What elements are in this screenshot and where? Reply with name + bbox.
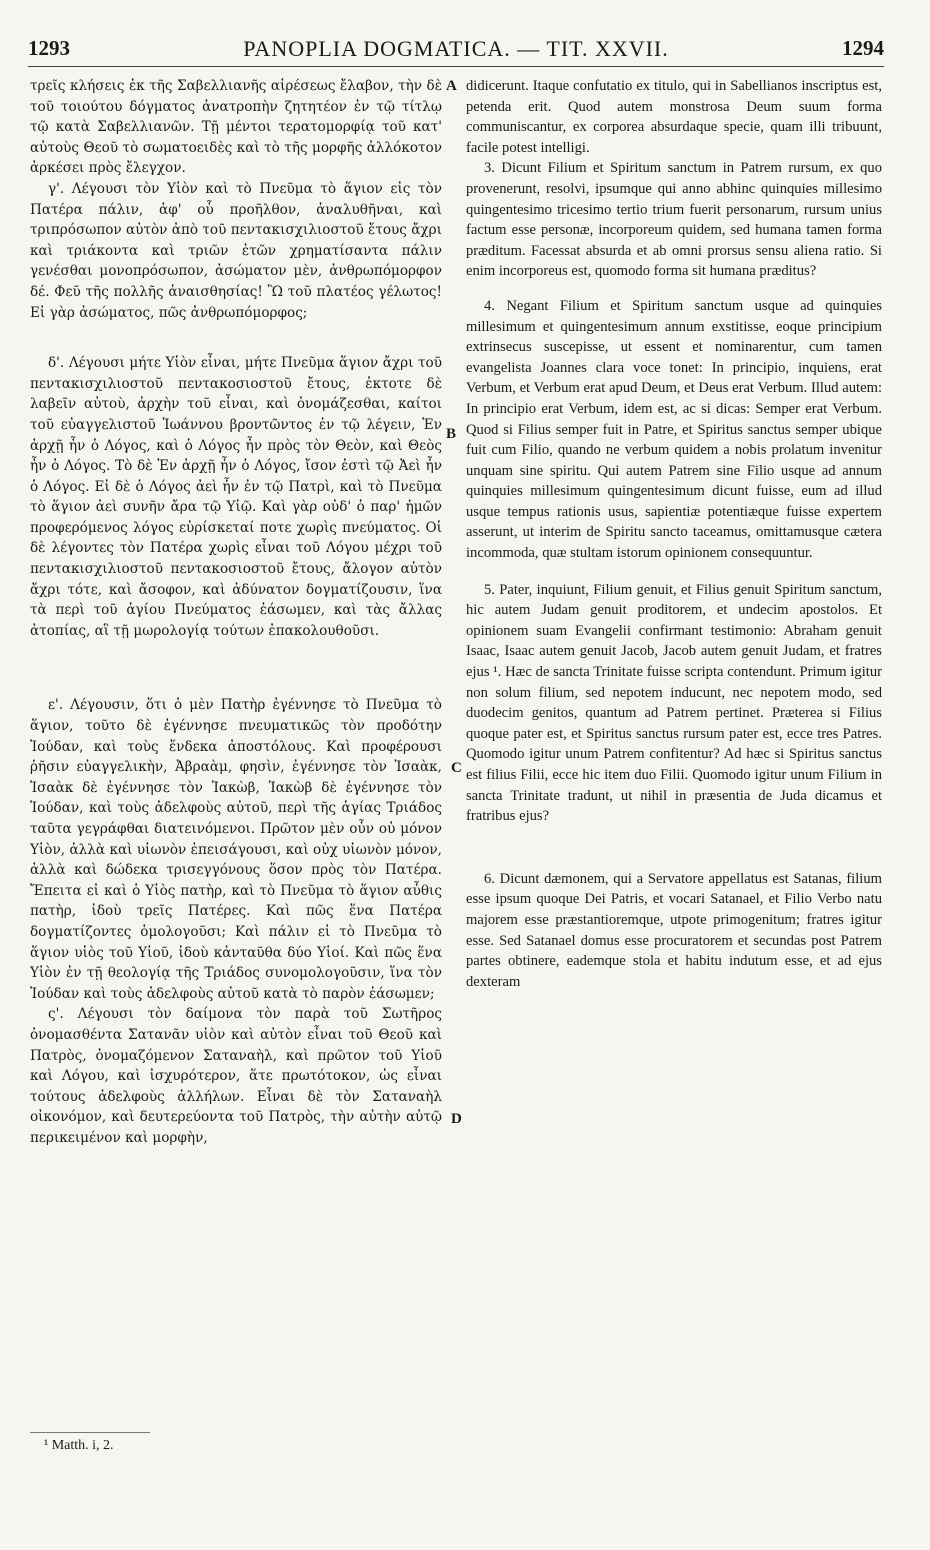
greek-column [30,76,442,1149]
page-number-right: 1294 [842,36,884,60]
latin-paragraph-intro: didicerunt. Itaque confutatio ex titulo, qui in Sabellianos inscriptus est, petenda erit. Quod autem monstrosa Deum suum forma communiscantur, ex corporea absurdaque specie, quam illi tribuunt, facile potest intelligi. [466,78,882,156]
margin-marker-a: A [446,78,457,94]
greek-paragraph-5: ε'. Λέγουσιν, ὅτι ὁ μὲν Πατὴρ ἐγέννησε τὸ Πνεῦμα τὸ ἅγιον, τοῦτο δὲ ἐγέννησε πνευματικῶς τὸν προδότην Ἰούδαν, καὶ τοὺς ἕνδεκα ἀποστόλους. Καὶ προφέρουσι ῥῆσιν εὐαγγελικὴν, Ἀβραὰμ, φησὶν, ἐγέννησε τὸν Ἰσαὰκ, Ἰσαὰκ δὲ ἐγέννησε τὸν Ἰακὼβ, Ἰακὼβ δὲ ἐγέννησε τὸν Ἰούδαν, καὶ τοὺς ἀδελφοὺς αὐτοῦ, περὶ τῆς ἁγίας Τριάδος ταῦτα γεγράφθαι διατεινόμενοι. Πρῶτον μὲν οὖν οὐ μόνον Υἱὸν, ἀλλὰ καὶ υἱωνὸν ἐπεισάγουσι, καὶ οὐχ υἱωνὸν μόνον, ἀλλὰ καὶ δώδεκα τρισεγγόνους ὅσον πρὸς τὸν Πατέρα. Ἔπειτα εἰ καὶ ὁ Υἱὸς πατὴρ, καὶ τὸ Πνεῦμα τὸ ἅγιον αὖθις πατὴρ, ἰδοὺ τρεῖς Πατέρες. Καὶ πῶς ἕνα Πατέρα δογματίζοντες ὁμολογοῦσι; Καὶ πάλιν εἰ τὸ Πνεῦμα τὸ ἅγιον υἱὸς τοῦ Υἱοῦ, ἰδοὺ κἀνταῦθα δύο Υἱοί. Καὶ πῶς ἕνα Υἱὸν ἐν τῇ θεολογίᾳ τῆς Τριάδος συνομολογοῦσιν, ἵνα τὸν Ἰούδαν καὶ τοὺς ἀδελφοὺς αὐτοῦ κατὰ τὸ παρὸν ἐάσωμεν; [30,697,442,1002]
latin-paragraph-6: 6. Dicunt dæmonem, qui a Servatore appellatus est Satanas, filium esse ipsum quoque Dei Patris, et vocari Satanael, et Filio Verbo natu majorem esse præstantioremque, utpote primogenitum; fratres igitur esse. Sed Satanael domus esse procuratorem et secundas post Patrem partes obtinere, eademque stola et habitu indutum esse, et ad ejus dexteram [466,870,882,990]
latin-paragraph-3: 3. Dicunt Filium et Spiritum sanctum in Patrem rursum, ex quo provenerunt, resolvi, ipsumque qui anno abhinc quinquies millesimo quingentesimo tricesimo tertio trium fuerit personarum, rursum unius factum esse personæ, incorporeum quidem, sed humana tamen forma præditum. Facessat absurda et ab omni prorsus sensu aliena ratio. Si enim incorporeus est, quomodo forma sit humana præditus? [466,160,882,280]
latin-paragraph-4: 4. Negant Filium et Spiritum sanctum usque ad quinquies millesimum et quingentesimum annum exstitisse, eoque principium extrinsecus suscepisse, ut essent et nominarentur, cum tamen evangelista Joannes clara voce tonet: In principio, inquiens, erat Verbum, et Verbum erat apud Deum, et Deus erat Verbum. Illud autem: In principio erat Verbum, idem est, ac si dicas: Semper erat Verbum. Quod si Filius semper fuit in Patre, et Spiritus sanctus semper ubique fuit cum Filio, quando ne verbum quidem a nobis prolatum invenitur unquam sine spiritu. Qui autem Patrem sine Filio usque ad annum quinquies millesimum quingentesimum dicunt fuisse, eum ad illud usque tempus rationis usus, sapientiæ potentiæque fuisse expertem asserunt, ut interim de Spiritu sancto taceamus, omittamusque cætera incommoda, quæ stultam istorum opinionem consequuntur. [466,297,882,562]
margin-marker-c: C [451,760,462,776]
margin-marker-d: D [451,1111,462,1127]
running-title: PANOPLIA DOGMATICA. — TIT. XXVII. [243,36,669,61]
footnote: ¹ Matth. i, 2. [44,1438,114,1453]
greek-paragraph-intro: τρεῖς κλήσεις ἐκ τῆς Σαβελλιανῆς αἱρέσεως ἔλαβον, τὴν δὲ τοῦ τοιούτου δόγματος ἀνατροπὴν ζητητέον ἐν τῷ τίτλῳ τῷ κατὰ Σαβελλιανῶν. Τῇ μέντοι τερατομορφίᾳ τοῦ κατ' αὐτοὺς Θεοῦ τὸ σωματοειδὲς καὶ τὸ τῆς μορφῆς ἀλλόκοτον ἀρκέσει πρὸς ἔλεγχον. [30,78,442,177]
page-number-left: 1293 [28,36,70,60]
page-header [28,36,884,70]
latin-column [466,76,882,992]
latin-paragraph-5: 5. Pater, inquiunt, Filium genuit, et Filius genuit Spiritum sanctum, hic autem Judam genuit proditorem, et undecim apostolos. Et opinionem suam Evangelii confirmant testimonio: Abraham genuit Isaac, Isaac autem genuit Jacob, Jacob autem genuit Judam, et fratres ejus ¹. Hæc de sancta Trinitate fuisse scripta contendunt. Primum igitur non solum filium, sed nepotem inducunt, nec nepotem modo, sed duodecim genitos, quantum ad Patrem pertinet. Præterea si Filius quoque pater est, et Spiritus sanctus rursum pater est, ecce tres Patres. Quomodo igitur unum Patrem confitentur? Ad hæc si Spiritus sanctus est filius Filii, ecce hic item duo Filii. Quomodo igitur unum Filium in sancta Trinitate tradunt, ut nihil in præsentia de Juda dicamus et fratribus ejus? [466,581,882,825]
header-rule [28,66,884,67]
margin-marker-b: B [446,426,457,442]
footnote-rule [30,1432,150,1433]
greek-paragraph-6: ς'. Λέγουσι τὸν δαίμονα τὸν παρὰ τοῦ Σωτῆρος ὀνομασθέντα Σατανᾶν υἱὸν καὶ αὐτὸν εἶναι τοῦ Θεοῦ καὶ Πατρὸς, ὀνομαζόμενον Σαταναὴλ, καὶ πρῶτον τοῦ Υἱοῦ καὶ Λόγου, καὶ ἰσχυρότερον, ἅτε πρωτότοκον, ὡς εἶναι τούτους ἀδελφοὺς ἀλλήλων. Εἶναι δὲ τὸν Σαταναὴλ οἰκονόμον, καὶ δευτερεύοντα τοῦ Πατρὸς, τὴν αὐτὴν αὐτῷ περικειμένον καὶ μορφὴν, [30,1006,442,1146]
greek-paragraph-4: δ'. Λέγουσι μήτε Υἱὸν εἶναι, μήτε Πνεῦμα ἅγιον ἄχρι τοῦ πεντακισχιλιοστοῦ πεντακοσιοστοῦ ἔτους, ἐκτοτε δὲ λαβεῖν αὐτοὺ, ἀρχὴν τοῦ εἶναι, καὶ ὀνομάζεσθαι, καίτοι τοῦ εὐαγγελιστοῦ Ἰωάννου βροντῶντος ἐν τῷ λέγειν, Ἐν ἀρχῇ ἦν ὁ Λόγος, καὶ ὁ Λόγος ἦν πρὸς τὸν Θεὸν, καὶ Θεὸς ἦν ὁ Λόγος. Τὸ δὲ Ἐν ἀρχῇ ἦν ὁ Λόγος, ἴσον ἐστὶ τῷ Ἀεὶ ἦν ὁ Λόγος. Εἰ δὲ ὁ Λόγος ἀεὶ ἦν ἐν τῷ Πατρὶ, καὶ τὸ Πνεῦμα τὸ ἅγιον ἀεὶ συνῆν ἄρα τῷ Υἱῷ. Καὶ γὰρ οὐδ' ὁ παρ' ἡμῶν προφερόμενος λόγος εὑρίσκεταί ποτε χωρὶς πνεύματος. Οἱ δὲ λέγοντες τὸν Πατέρα χωρὶς εἶναι τοῦ Λόγου μέχρι τοῦ πεντακισχιλιοστοῦ πεντακοσιοστοῦ ἔτους, ἄλογον αὐτὸν ἄχρι τότε, καὶ ἄσοφον, καὶ ἀδύνατον δογματίζουσιν, ἵνα τὰ περὶ τοῦ ἁγίου Πνεύματος ἐάσωμεν, καὶ τὰς ἄλλας ἀτοπίας, αἳ τῇ μωρολογίᾳ τούτων ἐπακολουθοῦσι. [30,355,442,639]
greek-paragraph-3: γ'. Λέγουσι τὸν Υἱὸν καὶ τὸ Πνεῦμα τὸ ἅγιον εἰς τὸν Πατέρα πάλιν, ἀφ' οὗ προῆλθον, ἀναλυθῆναι, καὶ τριπρόσωπον αὐτὸν ἀπὸ τοῦ πεντακισχιλιοστοῦ ἔτους ἄχρι καὶ τριάκοντα καὶ τριῶν ἐτῶν χρηματίσαντα πάλιν γενέσθαι μονοπρόσωπον, ἀσώματον μὲν, ἀνθρωπόμορφον δέ. Φεῦ τῆς πολλῆς ἀναισθησίας! Ὢ τοῦ πλατέος γέλωτος! Εἰ γὰρ ἀσώματος, πῶς ἀνθρωπόμορφος; [30,180,442,321]
